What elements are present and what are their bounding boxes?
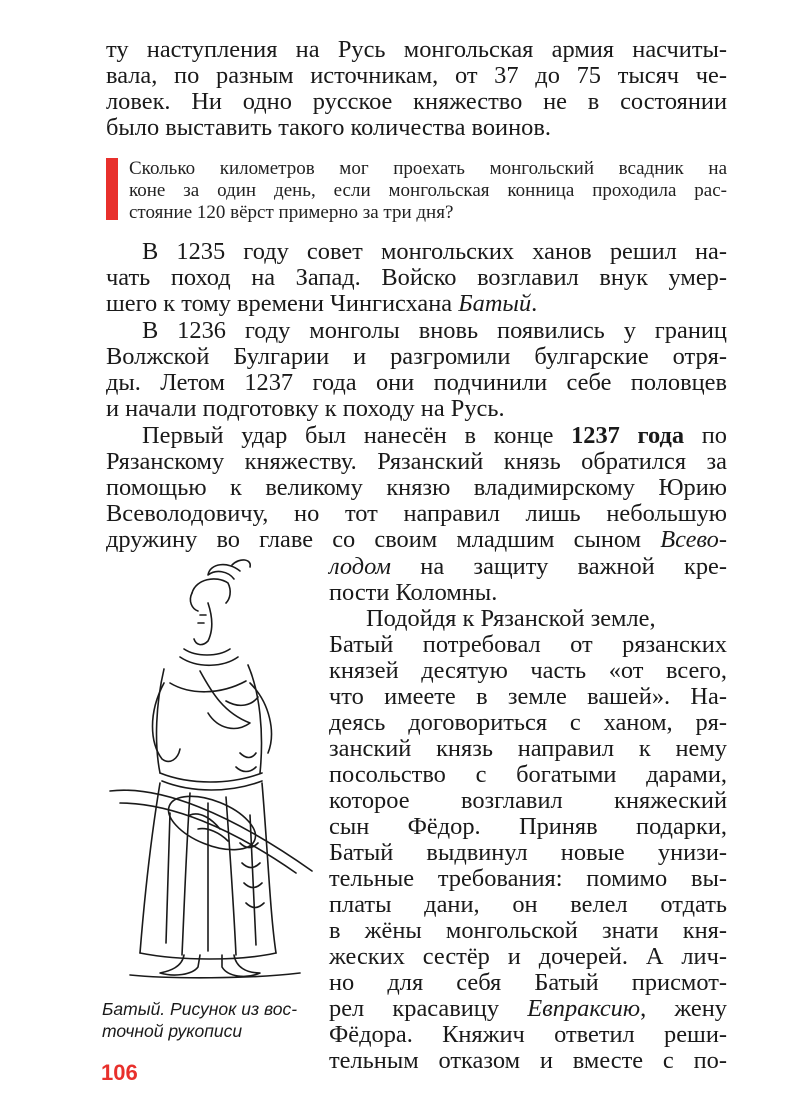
p1-line-1: В 1235 году совет монгольских ханов решил на- xyxy=(142,238,727,265)
p4-line-8: которое возглавил княжеский xyxy=(329,787,727,814)
p1-line-2: чать поход на Запад. Войско возглавил внук умер- xyxy=(106,264,727,291)
p4-line-14: жеских сестёр и дочерей. А лич- xyxy=(329,943,727,970)
p4-line-2: Батый потребовал от рязанских xyxy=(329,631,727,658)
p3-line-2: Рязанскому княжеству. Рязанский князь обратился за xyxy=(106,448,727,475)
figure-caption-line-2: точной рукописи xyxy=(102,1021,243,1041)
p3-line-6: лодом на защиту важной кре- xyxy=(329,553,727,580)
name-vsevolod: Всево- xyxy=(660,526,727,553)
intro-line-2: вала, по разным источникам, от 37 до 75 тысяч че- xyxy=(106,62,727,89)
p2-line-1: В 1236 году монголы вновь появились у границ xyxy=(142,317,727,344)
p3-line-4: Всеволодовичу, но тот направил лишь небольшую xyxy=(106,500,727,527)
batyi-illustration xyxy=(100,553,322,983)
p1-line-3: шего к тому времени Чингисхана Батый. xyxy=(106,290,538,317)
name-batyi: Батый xyxy=(458,290,532,317)
name-evpraksiya: Евпраксию xyxy=(527,995,641,1022)
p4-line-12: платы дани, он велел отдать xyxy=(329,891,727,918)
question-accent-bar xyxy=(106,158,118,220)
p2-line-4: и начали подготовку к походу на Русь. xyxy=(106,395,505,422)
p4-line-4: что имеете в земле вашей». На- xyxy=(329,683,727,710)
p4-line-7: посольство с богатыми дарами, xyxy=(329,761,727,788)
p4-line-3: князей десятую часть «от всего, xyxy=(329,657,727,684)
p2-line-2: Волжской Булгарии и разгромили булгарские отря- xyxy=(106,343,727,370)
p4-line-9: сын Фёдор. Приняв подарки, xyxy=(329,813,727,840)
intro-line-4: было выставить такого количества воинов. xyxy=(106,114,551,141)
p4-line-13: в жёны монгольской знати кня- xyxy=(329,917,727,944)
p3-line-5: дружину во главе со своим младшим сыном Всево- xyxy=(106,526,727,553)
question-line-3: стояние 120 вёрст примерно за три дня? xyxy=(129,202,454,223)
p4-line-1: Подойдя к Рязанской земле, xyxy=(366,605,656,632)
p4-line-10: Батый выдвинул новые унизи- xyxy=(329,839,727,866)
p4-line-6: занский князь направил к нему xyxy=(329,735,727,762)
p4-line-15: но для себя Батый присмот- xyxy=(329,969,727,996)
p3-line-1: Первый удар был нанесён в конце 1237 года по xyxy=(142,422,727,449)
question-line-1: Сколько километров мог проехать монгольский всадник на xyxy=(129,158,727,179)
figure-caption-line-1: Батый. Рисунок из вос- xyxy=(102,999,298,1019)
p3-line-7: пости Коломны. xyxy=(329,579,498,606)
p4-line-5: деясь договориться с ханом, ря- xyxy=(329,709,727,736)
p4-line-17: Фёдора. Княжич ответил реши- xyxy=(329,1021,727,1048)
p4-line-18: тельным отказом и вместе с по- xyxy=(329,1047,727,1074)
p4-line-16: рел красавицу Евпраксию, жену xyxy=(329,995,727,1022)
intro-line-1: ту наступления на Русь монгольская армия насчиты- xyxy=(106,36,727,63)
p3-line-3: помощью к великому князю владимирскому Юрию xyxy=(106,474,727,501)
p2-line-3: ды. Летом 1237 года они подчинили себе половцев xyxy=(106,369,727,396)
p4-line-11: тельные требования: помимо вы- xyxy=(329,865,727,892)
date-1237: 1237 года xyxy=(571,422,685,449)
page-number: 106 xyxy=(101,1060,138,1085)
question-line-2: коне за один день, если монгольская конница проходила рас- xyxy=(129,180,727,201)
intro-line-3: ловек. Ни одно русское княжество не в состоянии xyxy=(106,88,727,115)
